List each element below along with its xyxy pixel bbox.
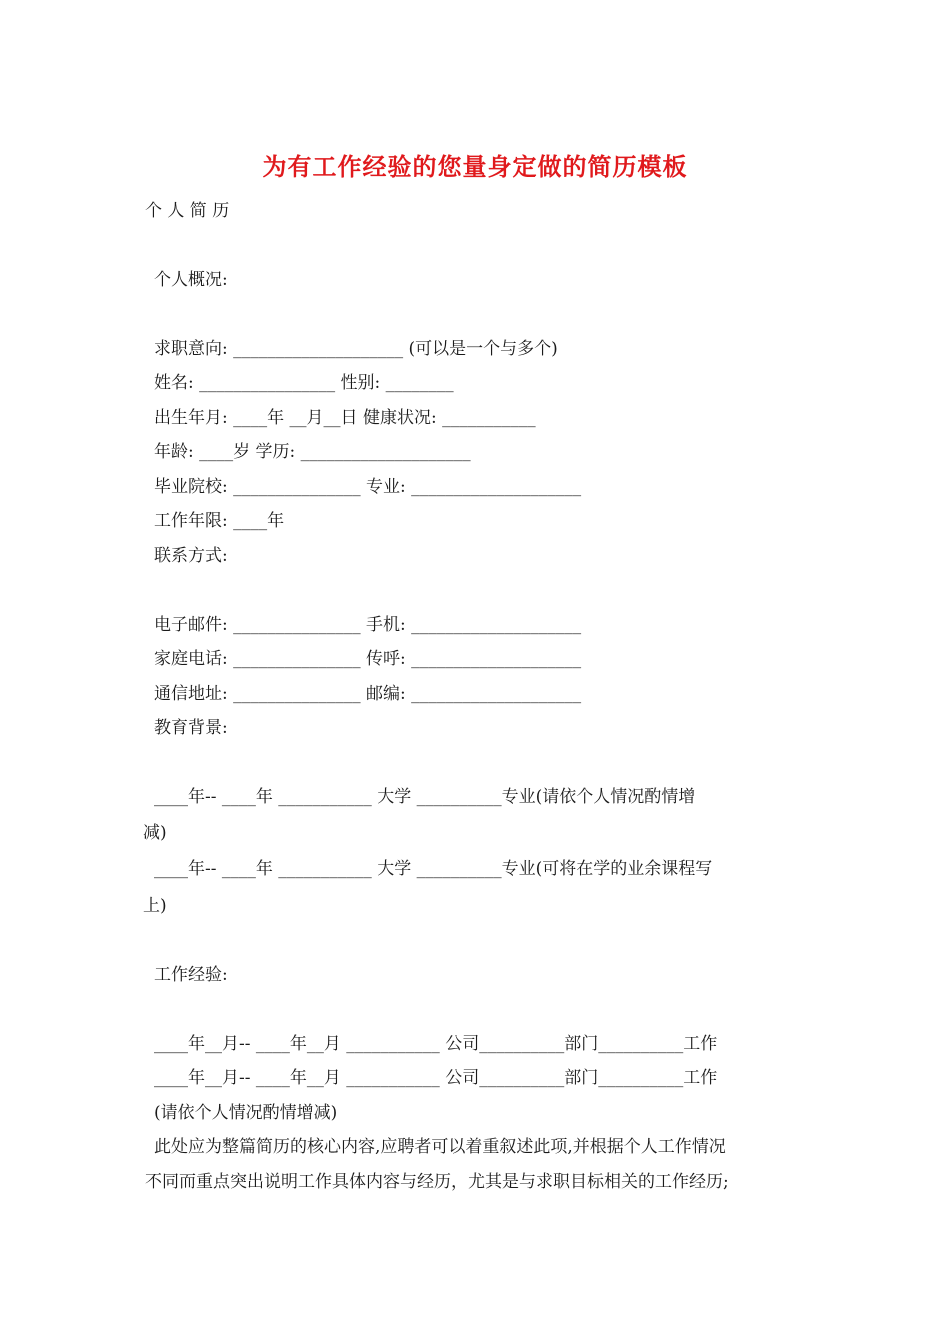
document-title: 为有工作经验的您量身定做的简历模板 [262,152,688,181]
job-entry-2: ____年__月-- ____年__月 ___________ 公司__________部门__________工作 [154,1068,718,1088]
job-intent-line: 求职意向: ____________________ (可以是一个与多个) [154,339,558,359]
home-phone-pager-line: 家庭电话: _______________ 传呼: ____________________ [154,649,582,669]
work-experience-heading: 工作经验: [154,965,228,985]
education-entry-1: ____年-- ____年 ___________ 大学 __________专业(请依个人情况酌情增 [154,787,696,807]
work-years-line: 工作年限: ____年 [154,511,285,531]
education-entry-1-cont: 减) [143,823,167,843]
education-heading: 教育背景: [154,718,228,738]
email-mobile-line: 电子邮件: _______________ 手机: ____________________ [154,615,582,635]
section-personal-overview: 个人概况: [154,270,228,290]
core-description-2: 不同而重点突出说明工作具体内容与经历，尤其是与求职目标相关的工作经历; [145,1172,729,1192]
education-entry-2: ____年-- ____年 ___________ 大学 __________专业(可将在学的业余课程写 [154,859,713,879]
school-major-line: 毕业院校: _______________ 专业: ____________________ [154,477,582,497]
core-description-1: 此处应为整篇简历的核心内容,应聘者可以着重叙述此项,并根据个人工作情况 [154,1137,726,1157]
job-entry-1: ____年__月-- ____年__月 ___________ 公司__________部门__________工作 [154,1034,718,1054]
name-gender-line: 姓名: ________________ 性别: ________ [154,373,454,393]
resume-subtitle: 个 人 简 历 [145,201,230,221]
address-zip-line: 通信地址: _______________ 邮编: ____________________ [154,684,582,704]
job-note: (请依个人情况酌情增减) [154,1103,338,1123]
education-entry-2-cont: 上) [143,896,167,916]
contact-heading: 联系方式: [154,546,228,566]
age-education-line: 年龄: ____岁 学历: ____________________ [154,442,471,462]
birth-health-line: 出生年月: ____年 __月__日 健康状况: ___________ [154,408,536,428]
